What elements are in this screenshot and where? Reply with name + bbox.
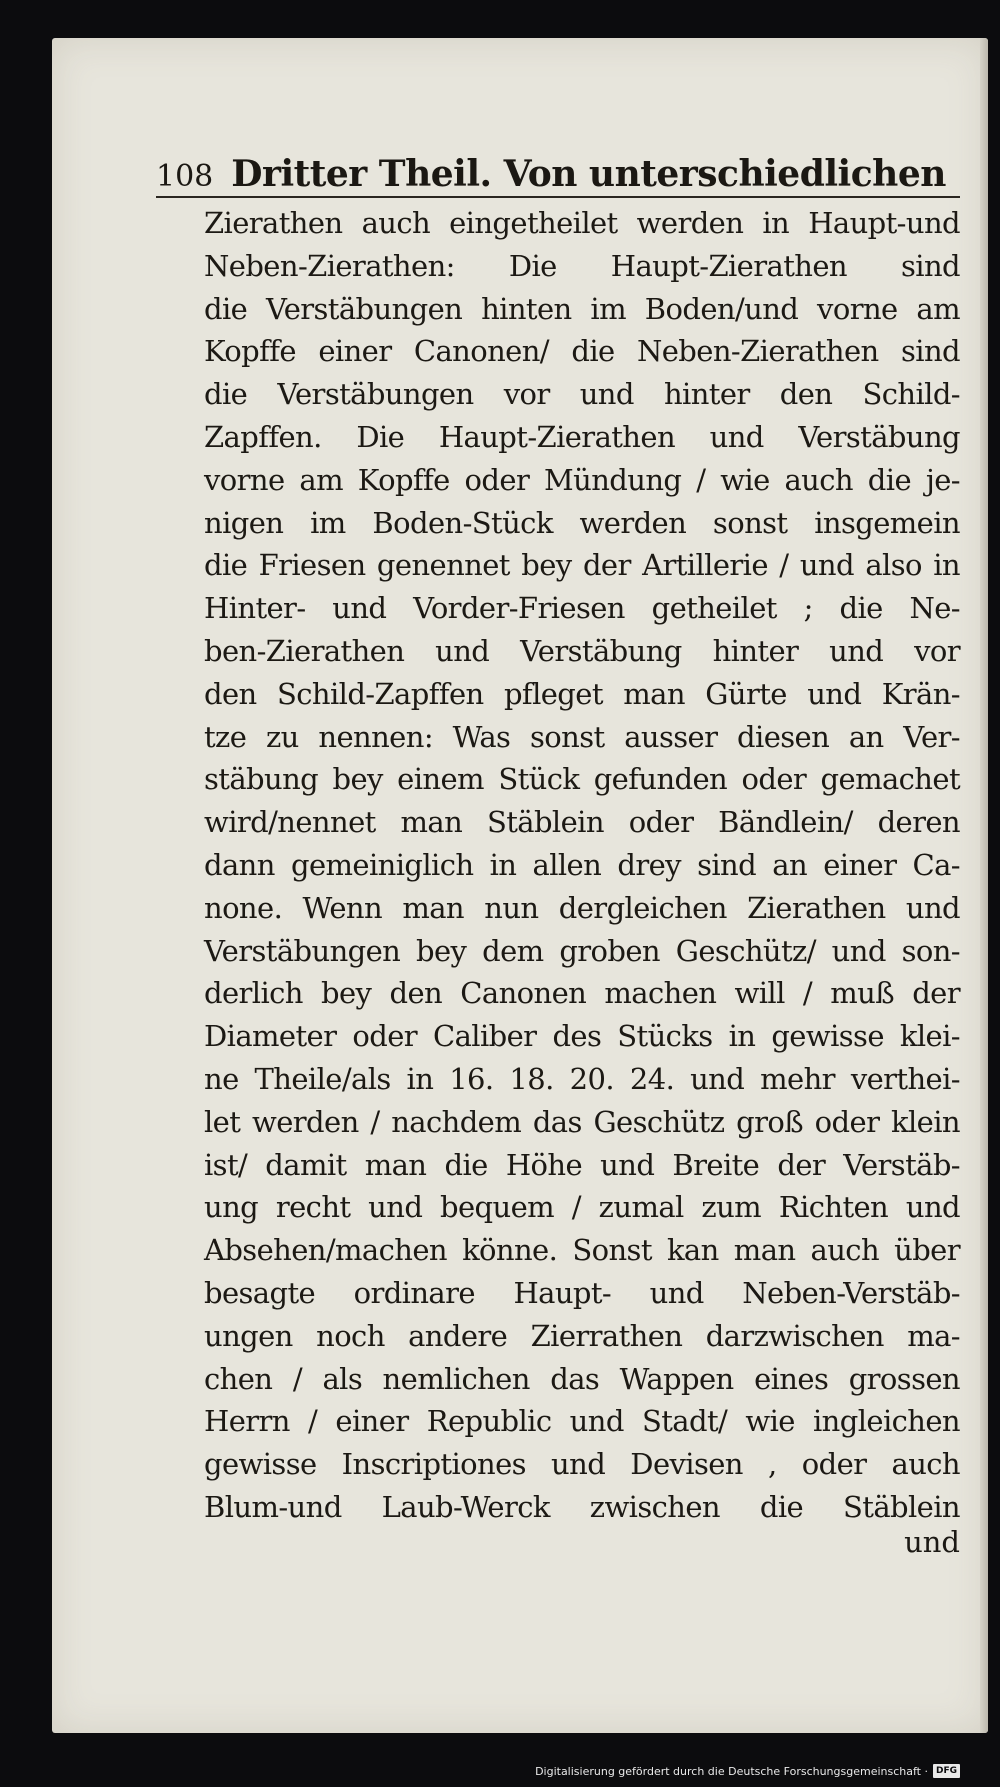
text-line: ne Theile/als in 16. 18. 20. 24. und mehr verthei-	[204, 1061, 960, 1096]
body-text	[204, 202, 960, 1529]
text-line: Neben-Zierathen: Die Haupt-Zierathen sind	[204, 248, 960, 283]
text-line: ben-Zierathen und Verstäbung hinter und vor	[204, 633, 960, 668]
text-line: besagte ordinare Haupt- und Neben-Verstäb-	[204, 1275, 960, 1310]
text-line: ungen noch andere Zierrathen darzwischen ma-	[204, 1318, 960, 1353]
running-head: Dritter Theil. Von unterschiedlichen	[231, 153, 946, 195]
text-line: Blum-und Laub-Werck zwischen die Stäblein	[204, 1489, 960, 1524]
text-line: stäbung bey einem Stück gefunden oder gemachet	[204, 762, 960, 797]
text-line: let werden / nachdem das Geschütz groß oder klein	[204, 1104, 960, 1139]
text-line: chen / als nemlichen das Wappen eines grossen	[204, 1361, 960, 1396]
text-line: die Verstäbungen hinten im Boden/und vorne am	[204, 291, 960, 326]
dfg-logo: DFG	[933, 1764, 960, 1778]
text-line: den Schild-Zapffen pfleget man Gürte und Krän-	[204, 676, 960, 711]
text-line: Kopffe einer Canonen/ die Neben-Zierathen sind	[204, 334, 960, 369]
catchword: und	[904, 1525, 960, 1559]
text-line: Absehen/machen könne. Sonst kan man auch über	[204, 1233, 960, 1268]
text-line: Hinter- und Vorder-Friesen getheilet ; die Ne-	[204, 591, 960, 626]
digitization-credit	[535, 1764, 960, 1778]
text-line: wird/nennet man Stäblein oder Bändlein/ deren	[204, 805, 960, 840]
catchword-row	[204, 1525, 960, 1559]
text-line: Herrn / einer Republic und Stadt/ wie ingleichen	[204, 1404, 960, 1439]
text-line: tze zu nennen: Was sonst ausser diesen an Ver-	[204, 719, 960, 754]
page-header	[156, 148, 960, 198]
text-line: dann gemeiniglich in allen drey sind an einer Ca-	[204, 847, 960, 882]
text-line: gewisse Inscriptiones und Devisen , oder auch	[204, 1447, 960, 1482]
text-line: Zapffen. Die Haupt-Zierathen und Verstäbung	[204, 419, 960, 454]
text-line: ist/ damit man die Höhe und Breite der Verstäb-	[204, 1147, 960, 1182]
text-line: Verstäbungen bey dem groben Geschütz/ und son-	[204, 933, 960, 968]
text-line: derlich bey den Canonen machen will / muß der	[204, 976, 960, 1011]
text-line: nigen im Boden-Stück werden sonst insgemein	[204, 505, 960, 540]
text-line: Zierathen auch eingetheilet werden in Haupt-und	[204, 206, 960, 240]
credit-text: Digitalisierung gefördert durch die Deutsche Forschungsgemeinschaft ·	[535, 1764, 928, 1778]
text-line: ung recht und bequem / zumal zum Richten und	[204, 1190, 960, 1225]
text-line: none. Wenn man nun dergleichen Zierathen und	[204, 890, 960, 925]
page-number: 108	[156, 159, 214, 194]
text-line: Diameter oder Caliber des Stücks in gewisse klei-	[204, 1019, 960, 1054]
page-edge	[980, 38, 988, 1733]
text-line: die Verstäbungen vor und hinter den Schild-	[204, 377, 960, 412]
text-line: vorne am Kopffe oder Mündung / wie auch die je-	[204, 462, 960, 497]
text-line: die Friesen genennet bey der Artillerie / und also in	[204, 548, 960, 583]
